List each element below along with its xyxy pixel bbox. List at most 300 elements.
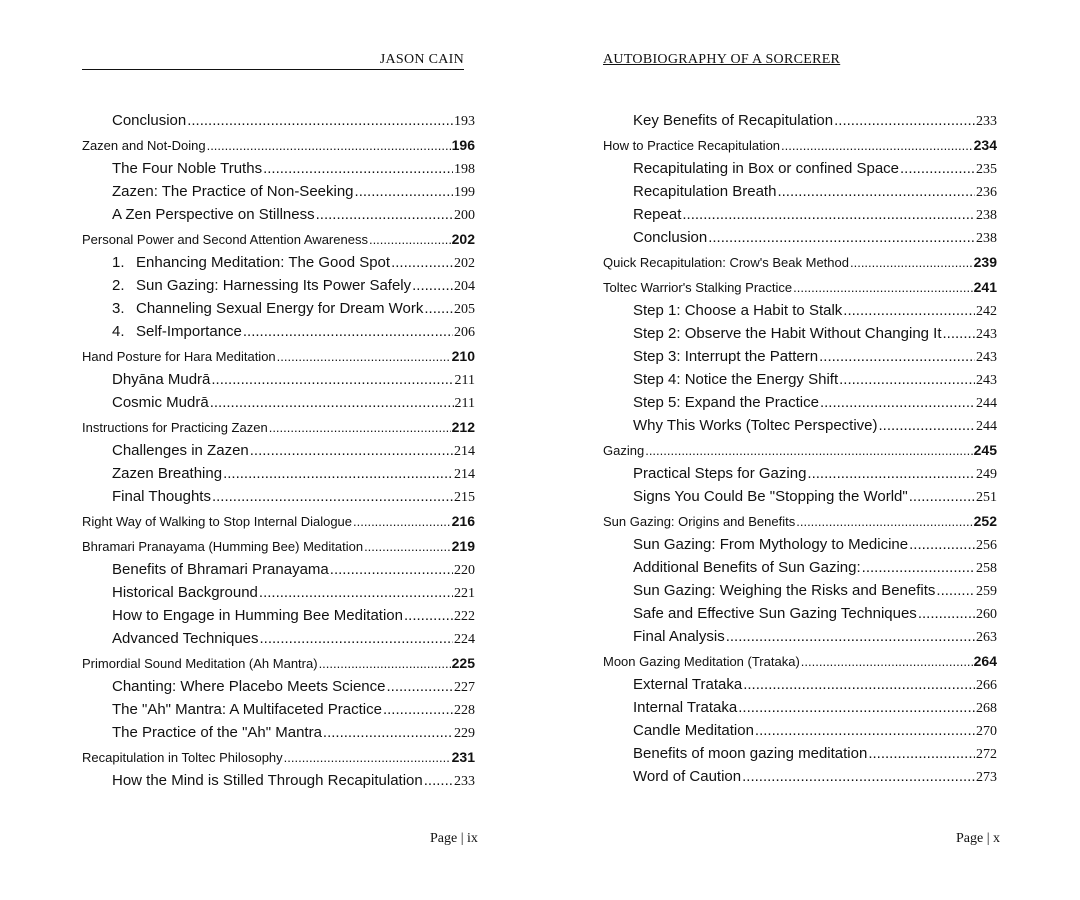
toc-entry-title-text: Cosmic Mudrā — [112, 394, 209, 411]
toc-entry-title-text: Practical Steps for Gazing — [633, 465, 807, 482]
dot-leader — [645, 439, 972, 462]
dot-leader — [263, 157, 453, 180]
dot-leader — [212, 485, 453, 508]
toc-chapter-entry — [603, 276, 997, 299]
toc-section-entry — [82, 675, 475, 698]
toc-entry-title — [82, 228, 368, 251]
toc-list-right — [603, 109, 997, 788]
toc-entry-title-text: Conclusion — [112, 112, 187, 129]
toc-entry-page: 239 — [973, 254, 997, 270]
page-number-ix: Page | ix — [430, 831, 478, 846]
toc-section-entry — [603, 109, 997, 132]
dot-leader — [743, 673, 975, 696]
dot-leader — [424, 769, 453, 792]
toc-entry-page: 221 — [454, 586, 475, 601]
toc-entry-title — [633, 579, 935, 602]
toc-entry-title-text: How the Mind is Stilled Through Recapitulation — [112, 772, 423, 789]
dot-leader — [284, 746, 451, 769]
toc-entry-title-text: Final Analysis — [633, 628, 725, 645]
toc-entry-title-text: Candle Meditation — [633, 722, 754, 739]
toc-entry-title-text: Right Way of Walking to Stop Internal Dialogue — [82, 514, 353, 529]
toc-entry-page: 227 — [454, 680, 475, 695]
toc-entry-title — [112, 698, 382, 721]
dot-leader — [843, 299, 975, 322]
dot-leader — [943, 322, 975, 345]
toc-entry-title-text: Historical Background — [112, 584, 258, 601]
dot-leader — [369, 228, 451, 251]
toc-section-entry — [82, 627, 475, 650]
dot-leader — [936, 579, 975, 602]
toc-entry-title — [633, 696, 737, 719]
toc-entry-title-text: How to Engage in Humming Bee Meditation — [112, 607, 403, 624]
toc-section-entry — [603, 203, 997, 226]
toc-entry-title — [633, 462, 806, 485]
dot-leader — [819, 345, 975, 368]
toc-entry-page: 211 — [454, 373, 475, 388]
dot-leader — [909, 485, 975, 508]
toc-section-entry — [82, 698, 475, 721]
toc-section-entry — [82, 391, 475, 414]
toc-entry-title — [112, 180, 354, 203]
toc-section-entry — [82, 485, 475, 508]
toc-entry-title — [112, 769, 423, 792]
toc-entry-title-text: Recapitulation Breath — [633, 183, 777, 200]
toc-entry-title-text: Enhancing Meditation: The Good Spot — [136, 254, 391, 271]
toc-entry-title — [633, 322, 942, 345]
toc-entry-title-text: External Trataka — [633, 676, 743, 693]
toc-entry-title — [603, 439, 644, 462]
toc-entry-page: 211 — [454, 396, 475, 411]
toc-entry-title-text: How to Practice Recapitulation — [603, 138, 781, 153]
toc-entry-number: 3. — [112, 300, 125, 317]
toc-section-entry — [603, 299, 997, 322]
toc-section-entry — [82, 180, 475, 203]
toc-entry-title-text: Benefits of Bhramari Pranayama — [112, 561, 329, 578]
dot-leader — [412, 274, 453, 297]
toc-entry-title-text: Repeat — [633, 206, 682, 223]
dot-leader — [424, 297, 453, 320]
toc-entry-page: 273 — [976, 770, 997, 785]
toc-entry-title-text: Benefits of moon gazing meditation — [633, 745, 868, 762]
toc-entry-title-text: Advanced Techniques — [112, 630, 259, 647]
toc-entry-title-text: Key Benefits of Recapitulation — [633, 112, 834, 129]
toc-section-entry — [603, 765, 997, 788]
toc-entry-page: 202 — [454, 256, 475, 271]
toc-section-entry — [603, 579, 997, 602]
dot-leader — [793, 276, 973, 299]
toc-section-entry — [603, 462, 997, 485]
dot-leader — [404, 604, 453, 627]
toc-entry-page: 204 — [454, 279, 475, 294]
toc-entry-title — [112, 485, 211, 508]
dot-leader — [796, 510, 972, 533]
toc-entry-page: 268 — [976, 701, 997, 716]
toc-entry-title — [633, 391, 819, 414]
dot-leader — [250, 439, 453, 462]
toc-entry-page: 252 — [973, 513, 997, 529]
toc-entry-title-text: Channeling Sexual Energy for Dream Work — [136, 300, 424, 317]
toc-entry-title-text: Signs You Could Be "Stopping the World" — [633, 488, 908, 505]
toc-section-entry — [82, 721, 475, 744]
toc-entry-page: 199 — [454, 185, 475, 200]
dot-leader — [742, 765, 975, 788]
toc-entry-title — [633, 368, 838, 391]
toc-entry-title — [633, 673, 742, 696]
toc-entry-page: 234 — [973, 137, 997, 153]
toc-section-entry — [82, 769, 475, 792]
dot-leader — [777, 180, 975, 203]
toc-entry-title-text: Step 1: Choose a Habit to Stalk — [633, 302, 843, 319]
toc-entry-title — [633, 180, 776, 203]
toc-entry-page: 205 — [454, 302, 475, 317]
toc-entry-page: 238 — [976, 208, 997, 223]
toc-entry-title — [633, 485, 908, 508]
toc-entry-page: 202 — [451, 231, 475, 247]
toc-entry-title — [112, 274, 411, 297]
toc-entry-page: 231 — [451, 749, 475, 765]
toc-entry-title-text: The "Ah" Mantra: A Multifaceted Practice — [112, 701, 382, 718]
toc-section-entry — [603, 556, 997, 579]
toc-entry-page: 235 — [976, 162, 997, 177]
toc-entry-page: 256 — [976, 538, 997, 553]
toc-entry-title-text: Bhramari Pranayama (Humming Bee) Meditation — [82, 539, 364, 554]
toc-section-entry — [82, 320, 475, 343]
toc-section-entry — [82, 251, 475, 274]
toc-entry-title-text: Sun Gazing: Weighing the Risks and Benefits — [633, 582, 936, 599]
toc-entry-page: 224 — [454, 632, 475, 647]
dot-leader — [277, 345, 451, 368]
toc-entry-page: 214 — [454, 444, 475, 459]
dot-leader — [243, 320, 453, 343]
dot-leader — [211, 368, 453, 391]
toc-entry-page: 200 — [454, 208, 475, 223]
toc-chapter-entry — [82, 228, 475, 251]
dot-leader — [862, 556, 975, 579]
toc-entry-title — [633, 299, 842, 322]
toc-entry-title — [603, 276, 792, 299]
toc-section-entry — [603, 625, 997, 648]
toc-entry-title — [112, 558, 329, 581]
toc-section-entry — [603, 226, 997, 249]
toc-entry-title-text: Instructions for Practicing Zazen — [82, 420, 268, 435]
toc-chapter-entry — [603, 650, 997, 673]
toc-entry-page: 222 — [454, 609, 475, 624]
toc-section-entry — [603, 673, 997, 696]
toc-entry-title — [112, 320, 242, 343]
toc-entry-title-text: Dhyāna Mudrā — [112, 371, 211, 388]
toc-entry-page: 245 — [973, 442, 997, 458]
toc-entry-title — [82, 510, 352, 533]
toc-entry-title — [112, 203, 315, 226]
toc-section-entry — [82, 297, 475, 320]
toc-entry-title-text: Additional Benefits of Sun Gazing: — [633, 559, 861, 576]
toc-section-entry — [603, 742, 997, 765]
toc-entry-page: 193 — [454, 114, 475, 129]
toc-entry-title — [633, 533, 908, 556]
toc-entry-page: 241 — [973, 279, 997, 295]
dot-leader — [909, 533, 975, 556]
toc-entry-title-text: Toltec Warrior's Stalking Practice — [603, 280, 793, 295]
toc-chapter-entry — [603, 134, 997, 157]
toc-section-entry — [603, 322, 997, 345]
toc-entry-page: 228 — [454, 703, 475, 718]
dot-leader — [386, 675, 453, 698]
dot-leader — [210, 391, 454, 414]
toc-chapter-entry — [603, 510, 997, 533]
toc-entry-page: 210 — [451, 348, 475, 364]
toc-entry-title-text: The Practice of the "Ah" Mantra — [112, 724, 322, 741]
dot-leader — [353, 510, 451, 533]
toc-entry-title — [112, 368, 210, 391]
dot-leader — [900, 157, 975, 180]
toc-section-entry — [82, 157, 475, 180]
right-page — [540, 0, 1080, 900]
toc-entry-title — [82, 345, 276, 368]
dot-leader — [918, 602, 975, 625]
dot-leader — [781, 134, 973, 157]
toc-entry-title — [112, 721, 322, 744]
toc-chapter-entry — [603, 439, 997, 462]
toc-entry-title — [82, 746, 283, 769]
toc-entry-page: 244 — [976, 419, 997, 434]
toc-entry-page: 251 — [976, 490, 997, 505]
toc-entry-page: 215 — [454, 490, 475, 505]
toc-entry-title-text: Hand Posture for Hara Meditation — [82, 349, 276, 364]
toc-entry-title — [603, 510, 795, 533]
toc-entry-page: 206 — [454, 325, 475, 340]
toc-entry-title-text: Sun Gazing: Harnessing Its Power Safely — [136, 277, 412, 294]
toc-entry-title — [82, 416, 268, 439]
toc-entry-page: 219 — [451, 538, 475, 554]
toc-entry-page: 266 — [976, 678, 997, 693]
toc-entry-title-text: Sun Gazing: Origins and Benefits — [603, 514, 796, 529]
toc-entry-page: 249 — [976, 467, 997, 482]
toc-section-entry — [82, 558, 475, 581]
toc-chapter-entry — [603, 251, 997, 274]
dot-leader — [682, 203, 975, 226]
toc-section-entry — [603, 391, 997, 414]
toc-section-entry — [603, 368, 997, 391]
toc-section-entry — [82, 439, 475, 462]
toc-entry-title-text: Chanting: Where Placebo Meets Science — [112, 678, 386, 695]
toc-entry-title — [633, 719, 754, 742]
toc-entry-title-text: The Four Noble Truths — [112, 160, 263, 177]
toc-section-entry — [603, 414, 997, 437]
toc-entry-title — [112, 157, 262, 180]
toc-entry-title — [112, 109, 186, 132]
toc-chapter-entry — [82, 746, 475, 769]
toc-entry-title-text: Recapitulating in Box or confined Space — [633, 160, 900, 177]
dot-leader — [807, 462, 975, 485]
toc-entry-title-text: Zazen and Not-Doing — [82, 138, 206, 153]
dot-leader — [391, 251, 453, 274]
toc-entry-title — [633, 345, 818, 368]
toc-entry-page: 243 — [976, 350, 997, 365]
toc-entry-title-text: Step 2: Observe the Habit Without Changing It — [633, 325, 942, 342]
dot-leader — [319, 652, 451, 675]
toc-entry-page: 212 — [451, 419, 475, 435]
toc-entry-page: 238 — [976, 231, 997, 246]
dot-leader — [879, 414, 975, 437]
toc-entry-title-text: Why This Works (Toltec Perspective) — [633, 417, 878, 434]
toc-entry-title-text: Sun Gazing: From Mythology to Medicine — [633, 536, 909, 553]
toc-entry-title — [112, 604, 403, 627]
toc-entry-title — [603, 134, 780, 157]
toc-entry-title — [633, 765, 741, 788]
toc-entry-title — [633, 414, 878, 437]
dot-leader — [323, 721, 453, 744]
dot-leader — [834, 109, 975, 132]
running-head-author: JASON CAIN — [82, 52, 464, 70]
toc-entry-title-text: Zazen: The Practice of Non-Seeking — [112, 183, 354, 200]
toc-entry-title-text: Moon Gazing Meditation (Trataka) — [603, 654, 800, 669]
toc-entry-title — [633, 625, 725, 648]
toc-entry-number: 1. — [112, 254, 125, 271]
dot-leader — [801, 650, 973, 673]
toc-entry-page: 196 — [451, 137, 475, 153]
toc-section-entry — [82, 368, 475, 391]
dot-leader — [187, 109, 453, 132]
toc-entry-title — [603, 650, 800, 673]
toc-entry-title-text: Step 3: Interrupt the Pattern — [633, 348, 819, 365]
toc-entry-title — [82, 134, 206, 157]
toc-entry-title — [112, 627, 259, 650]
toc-entry-title-text: Zazen Breathing — [112, 465, 223, 482]
toc-entry-page: 270 — [976, 724, 997, 739]
dot-leader — [738, 696, 975, 719]
dot-leader — [726, 625, 975, 648]
toc-entry-title-text: Recapitulation in Toltec Philosophy — [82, 750, 283, 765]
toc-chapter-entry — [82, 416, 475, 439]
toc-chapter-entry — [82, 535, 475, 558]
dot-leader — [708, 226, 975, 249]
dot-leader — [316, 203, 453, 226]
toc-entry-title-text: Primordial Sound Meditation (Ah Mantra) — [82, 656, 318, 671]
dot-leader — [330, 558, 453, 581]
toc-entry-title — [633, 203, 681, 226]
toc-entry-page: 243 — [976, 327, 997, 342]
toc-entry-title — [633, 742, 867, 765]
toc-section-entry — [82, 604, 475, 627]
toc-entry-page: 264 — [973, 653, 997, 669]
toc-entry-page: 225 — [451, 655, 475, 671]
toc-entry-title — [112, 581, 258, 604]
toc-entry-page: 259 — [976, 584, 997, 599]
toc-entry-title — [633, 226, 707, 249]
toc-entry-title — [82, 535, 363, 558]
toc-entry-page: 260 — [976, 607, 997, 622]
toc-entry-title — [112, 297, 423, 320]
toc-entry-title-text: Conclusion — [633, 229, 708, 246]
toc-section-entry — [603, 719, 997, 742]
toc-section-entry — [82, 274, 475, 297]
toc-entry-title — [633, 109, 833, 132]
toc-entry-page: 243 — [976, 373, 997, 388]
toc-chapter-entry — [82, 134, 475, 157]
toc-entry-title-text: Challenges in Zazen — [112, 442, 249, 459]
toc-entry-page: 233 — [976, 114, 997, 129]
toc-entry-title — [112, 675, 385, 698]
page-number-x: Page | x — [956, 831, 1001, 846]
toc-entry-title — [633, 602, 917, 625]
running-head-title: AUTOBIOGRAPHY OF A SORCERER — [603, 52, 841, 67]
toc-section-entry — [82, 462, 475, 485]
toc-chapter-entry — [82, 510, 475, 533]
toc-section-entry — [603, 602, 997, 625]
toc-entry-page: 272 — [976, 747, 997, 762]
toc-entry-title-text: Quick Recapitulation: Crow's Beak Method — [603, 255, 849, 270]
toc-section-entry — [603, 180, 997, 203]
toc-entry-page: 244 — [976, 396, 997, 411]
toc-entry-title — [633, 157, 899, 180]
toc-entry-number: 4. — [112, 323, 125, 340]
toc-entry-title — [112, 251, 390, 274]
toc-section-entry — [603, 696, 997, 719]
toc-section-entry — [603, 345, 997, 368]
toc-entry-page: 229 — [454, 726, 475, 741]
toc-section-entry — [603, 157, 997, 180]
toc-entry-number: 2. — [112, 277, 125, 294]
toc-entry-title — [603, 251, 849, 274]
dot-leader — [839, 368, 975, 391]
toc-entry-title-text: Word of Caution — [633, 768, 742, 785]
toc-section-entry — [82, 581, 475, 604]
dot-leader — [260, 627, 454, 650]
toc-entry-page: 258 — [976, 561, 997, 576]
dot-leader — [850, 251, 973, 274]
toc-entry-title-text: Gazing — [603, 443, 645, 458]
toc-list-left — [82, 109, 475, 792]
dot-leader — [364, 535, 451, 558]
toc-section-entry — [82, 203, 475, 226]
toc-entry-page: 198 — [454, 162, 475, 177]
toc-section-entry — [82, 109, 475, 132]
dot-leader — [755, 719, 975, 742]
toc-entry-page: 216 — [451, 513, 475, 529]
toc-entry-title — [633, 556, 861, 579]
toc-entry-title-text: Internal Trataka — [633, 699, 738, 716]
toc-entry-title-text: Final Thoughts — [112, 488, 211, 505]
toc-entry-page: 242 — [976, 304, 997, 319]
dot-leader — [383, 698, 453, 721]
toc-entry-title-text: Step 5: Expand the Practice — [633, 394, 819, 411]
toc-entry-title-text: Safe and Effective Sun Gazing Techniques — [633, 605, 917, 622]
toc-entry-page: 214 — [454, 467, 475, 482]
dot-leader — [223, 462, 453, 485]
toc-entry-title-text: Self-Importance — [136, 323, 242, 340]
toc-entry-title-text: A Zen Perspective on Stillness — [112, 206, 315, 223]
toc-entry-title — [112, 439, 249, 462]
toc-entry-page: 220 — [454, 563, 475, 578]
dot-leader — [868, 742, 975, 765]
toc-entry-title-text: Personal Power and Second Attention Awareness — [82, 232, 368, 247]
toc-entry-title-text: Step 4: Notice the Energy Shift — [633, 371, 839, 388]
dot-leader — [259, 581, 453, 604]
dot-leader — [355, 180, 453, 203]
toc-chapter-entry — [82, 345, 475, 368]
toc-entry-page: 233 — [454, 774, 475, 789]
toc-entry-title — [112, 462, 222, 485]
dot-leader — [269, 416, 451, 439]
toc-entry-title — [112, 391, 209, 414]
toc-section-entry — [603, 533, 997, 556]
toc-section-entry — [603, 485, 997, 508]
toc-entry-page: 236 — [976, 185, 997, 200]
toc-entry-title — [82, 652, 318, 675]
toc-entry-page: 263 — [976, 630, 997, 645]
dot-leader — [207, 134, 451, 157]
toc-chapter-entry — [82, 652, 475, 675]
